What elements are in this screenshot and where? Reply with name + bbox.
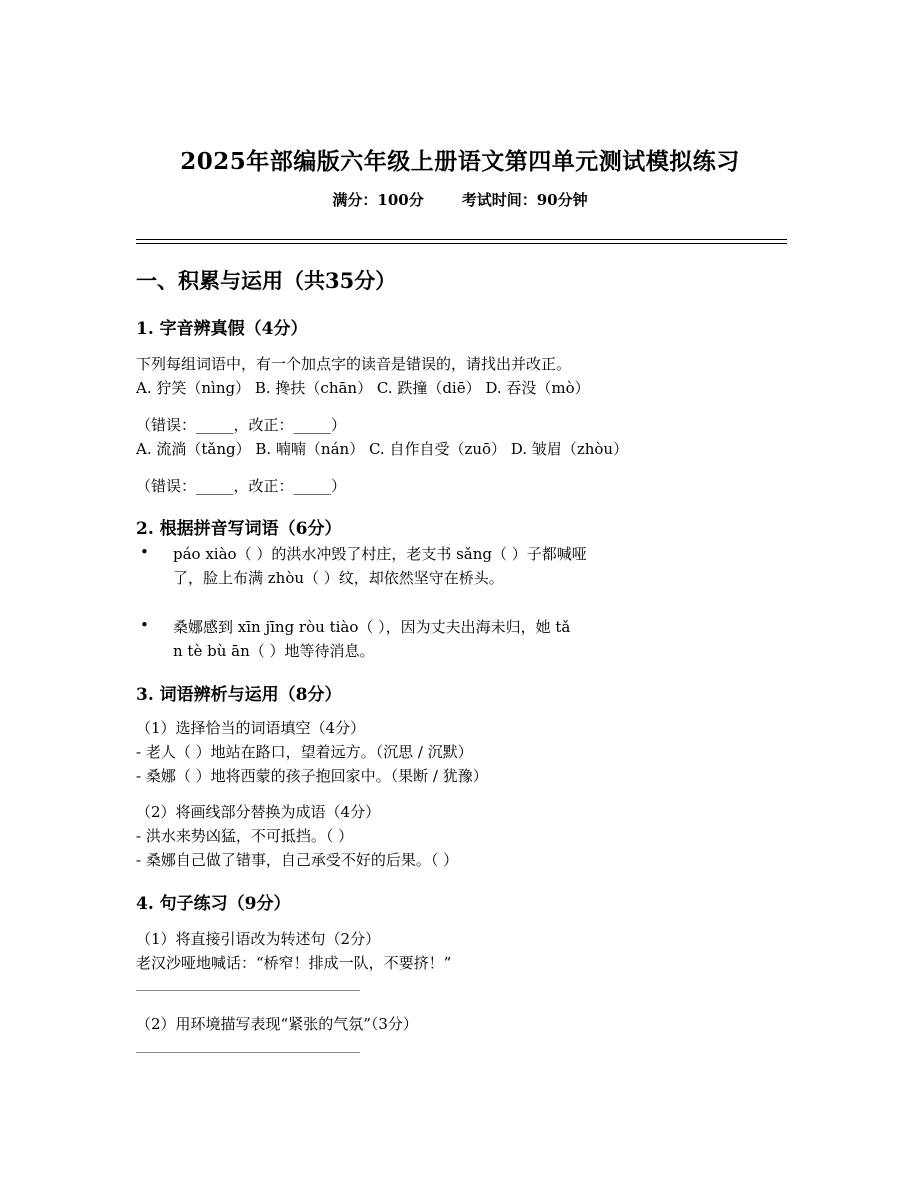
section-heading: 一、积累与运用（共35分） — [136, 268, 397, 293]
question-1-answer-1: （错误：_____，改正：_____） — [136, 416, 347, 434]
question-2-item-1-line-1: páo xiào（ ）的洪水冲毁了村庄，老支书 sǎng（ ）子都喊哑 — [173, 545, 587, 563]
exam-time: 考试时间：90分钟 — [461, 191, 588, 209]
question-2-item-2-line-1: 桑娜感到 xīn jīng ròu tiào（ ），因为丈夫出海未归，她 tǎ — [173, 618, 571, 636]
question-4-heading: 4. 句子练习（9分） — [136, 894, 291, 914]
answer-line-1 — [136, 990, 360, 991]
document-title: 2025年部编版六年级上册语文第四单元测试模拟练习 — [180, 148, 740, 175]
exam-info — [0, 189, 920, 210]
bullet-1: • — [140, 543, 149, 561]
question-3-part-2-a: - 洪水来势凶猛，不可抵挡。（ ） — [136, 827, 354, 845]
question-3-part-2-b: - 桑娜自己做了错事，自己承受不好的后果。（ ） — [136, 851, 459, 869]
question-2-item-1-line-2: 了，脸上布满 zhòu（ ）纹，却依然坚守在桥头。 — [173, 569, 504, 587]
question-2-heading: 2. 根据拼音写词语（6分） — [136, 519, 342, 539]
question-3-part-2: （2）将画线部分替换为成语（4分） — [136, 803, 381, 821]
answer-line-2 — [136, 1052, 360, 1053]
question-1-answer-2: （错误：_____，改正：_____） — [136, 477, 347, 495]
question-1-group-1: A. 狞笑（nìng） B. 搀扶（chān） C. 跌撞（diē） D. 吞没（mò） — [136, 379, 590, 397]
question-2-item-2-line-2: n tè bù ān（ ）地等待消息。 — [173, 642, 375, 660]
question-3-heading: 3. 词语辨析与运用（8分） — [136, 685, 342, 705]
title-divider-bottom — [136, 243, 787, 244]
question-3-part-1-b: - 桑娜（ ）地将西蒙的孩子抱回家中。（果断 / 犹豫） — [136, 767, 488, 785]
question-4-part-2: （2）用环境描写表现“紧张的气氛”（3分） — [136, 1015, 418, 1033]
question-1-heading: 1. 字音辨真假（4分） — [136, 319, 308, 339]
question-1-instruction: 下列每组词语中，有一个加点字的读音是错误的，请找出并改正。 — [136, 355, 572, 373]
full-score: 满分：100分 — [332, 191, 424, 209]
question-3-part-1: （1）选择恰当的词语填空（4分） — [136, 719, 366, 737]
question-3-part-1-a: - 老人（ ）地站在路口，望着远方。（沉思 / 沉默） — [136, 743, 473, 761]
question-4-quote: 老汉沙哑地喊话：“桥窄！排成一队，不要挤！” — [136, 954, 452, 972]
bullet-2: • — [140, 616, 149, 634]
question-1-group-2: A. 流淌（tǎng） B. 喃喃（nán） C. 自作自受（zuō） D. 皱眉（zhòu） — [136, 440, 629, 458]
title-divider-top — [136, 239, 787, 240]
question-4-part-1: （1）将直接引语改为转述句（2分） — [136, 930, 381, 948]
